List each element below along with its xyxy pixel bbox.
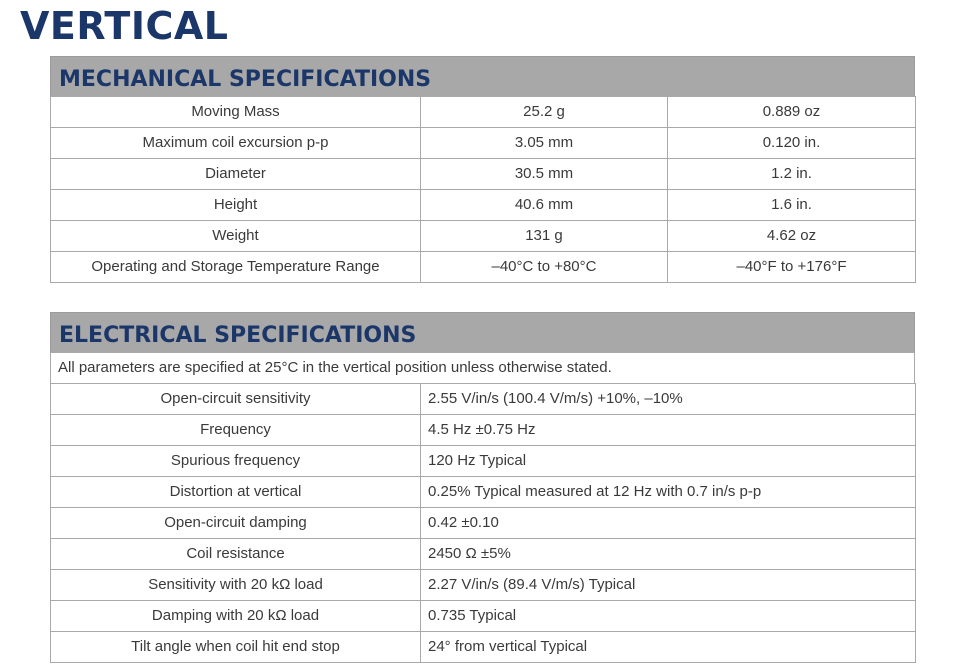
param-cell: Moving Mass [51,97,421,128]
mechanical-specs-table [50,96,916,283]
table-row [51,384,916,415]
value-cell: 0.25% Typical measured at 12 Hz with 0.7 in/s p-p [421,477,916,508]
table-row [51,570,916,601]
imperial-value-cell: 0.889 oz [668,97,916,128]
table-row [51,415,916,446]
param-cell: Maximum coil excursion p-p [51,128,421,159]
page-title: VERTICAL [20,4,229,48]
table-row [51,221,916,252]
metric-value-cell: 30.5 mm [421,159,668,190]
param-cell: Spurious frequency [51,446,421,477]
table-row [51,252,916,283]
metric-value-cell: 25.2 g [421,97,668,128]
table-row [51,508,916,539]
param-cell: Diameter [51,159,421,190]
electrical-specifications-section [50,312,915,663]
metric-value-cell: –40°C to +80°C [421,252,668,283]
table-row [51,446,916,477]
param-cell: Damping with 20 kΩ load [51,601,421,632]
table-row [51,128,916,159]
electrical-conditions-note: All parameters are specified at 25°C in the vertical position unless otherwise stated. [50,352,915,383]
electrical-section-title: ELECTRICAL SPECIFICATIONS [59,323,417,348]
param-cell: Tilt angle when coil hit end stop [51,632,421,663]
value-cell: 24° from vertical Typical [421,632,916,663]
value-cell: 2.27 V/in/s (89.4 V/m/s) Typical [421,570,916,601]
param-cell: Weight [51,221,421,252]
param-cell: Frequency [51,415,421,446]
imperial-value-cell: 0.120 in. [668,128,916,159]
value-cell: 2450 Ω ±5% [421,539,916,570]
param-cell: Coil resistance [51,539,421,570]
imperial-value-cell: 1.6 in. [668,190,916,221]
param-cell: Height [51,190,421,221]
metric-value-cell: 131 g [421,221,668,252]
table-row [51,159,916,190]
table-row [51,477,916,508]
value-cell: 0.735 Typical [421,601,916,632]
metric-value-cell: 3.05 mm [421,128,668,159]
electrical-section-header [50,312,915,352]
value-cell: 4.5 Hz ±0.75 Hz [421,415,916,446]
param-cell: Sensitivity with 20 kΩ load [51,570,421,601]
mechanical-section-title: MECHANICAL SPECIFICATIONS [59,67,432,92]
table-row [51,632,916,663]
table-row [51,190,916,221]
imperial-value-cell: 1.2 in. [668,159,916,190]
imperial-value-cell: –40°F to +176°F [668,252,916,283]
value-cell: 2.55 V/in/s (100.4 V/m/s) +10%, –10% [421,384,916,415]
imperial-value-cell: 4.62 oz [668,221,916,252]
param-cell: Operating and Storage Temperature Range [51,252,421,283]
table-row [51,539,916,570]
mechanical-section-header [50,56,915,96]
table-row [51,601,916,632]
param-cell: Open-circuit damping [51,508,421,539]
param-cell: Open-circuit sensitivity [51,384,421,415]
value-cell: 120 Hz Typical [421,446,916,477]
mechanical-specifications-section [50,56,915,283]
metric-value-cell: 40.6 mm [421,190,668,221]
param-cell: Distortion at vertical [51,477,421,508]
electrical-specs-table [50,383,916,663]
table-row [51,97,916,128]
value-cell: 0.42 ±0.10 [421,508,916,539]
